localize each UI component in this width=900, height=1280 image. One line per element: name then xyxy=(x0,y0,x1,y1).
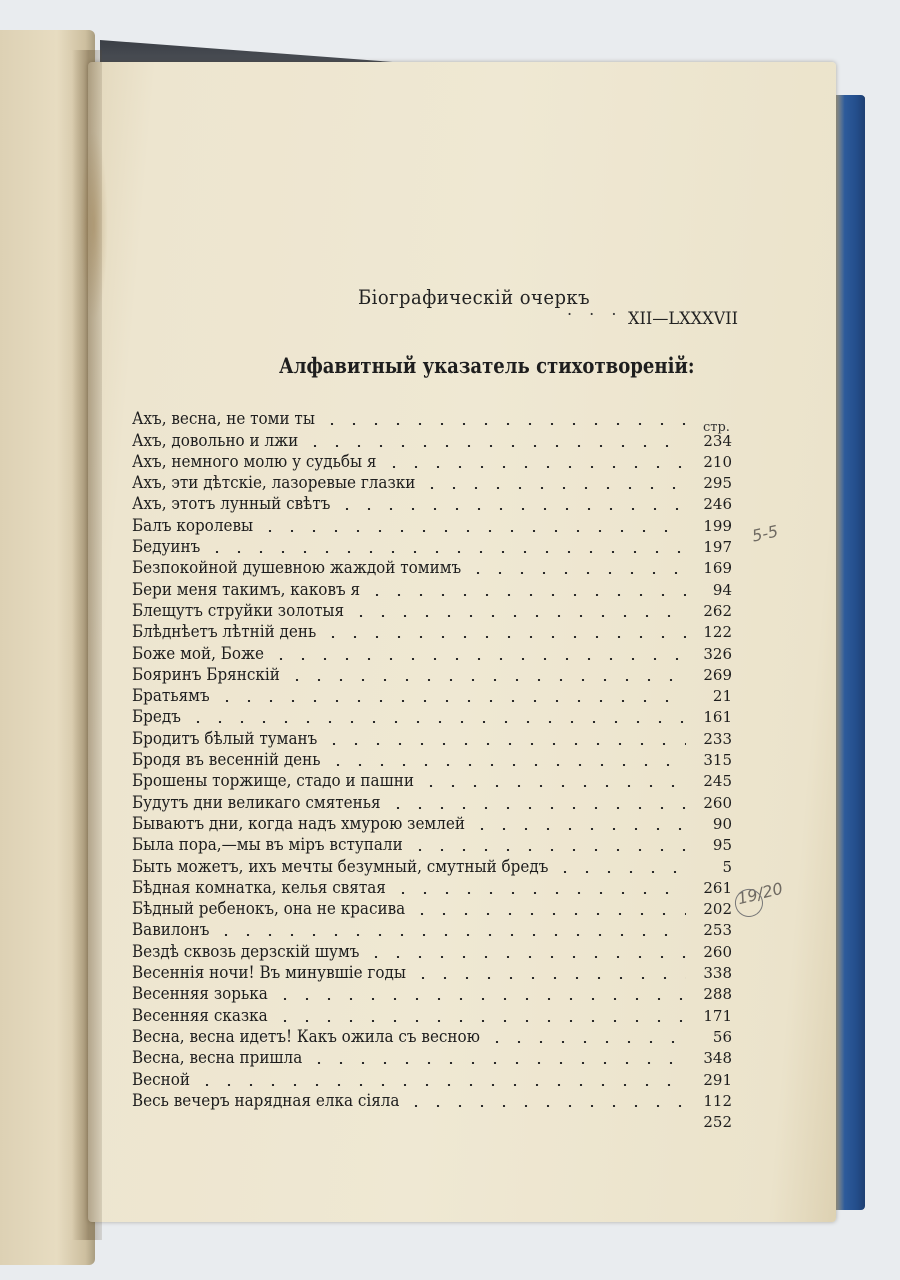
index-entry xyxy=(132,557,732,578)
index-entry xyxy=(132,962,732,983)
leader-dots xyxy=(366,594,686,596)
leader-dots xyxy=(274,998,686,1000)
entry-page-number: 253 xyxy=(703,921,732,940)
page-stain xyxy=(80,130,108,320)
leader-dots xyxy=(274,1020,686,1022)
entry-title: Весенняя зорька xyxy=(132,984,268,1004)
index-entry xyxy=(132,940,732,961)
entry-page-number: 210 xyxy=(703,452,732,471)
entry-title: Весной xyxy=(132,1069,191,1089)
leader-dots xyxy=(392,892,686,894)
entry-page-number: 260 xyxy=(703,942,732,961)
leader-dots xyxy=(486,1041,686,1043)
leader-dots xyxy=(467,572,686,574)
entry-title: Будутъ дни великаго смятенья xyxy=(132,792,381,812)
index-entry xyxy=(132,855,732,876)
leader-dots xyxy=(286,679,686,681)
index-entry xyxy=(132,621,732,642)
leader-dots xyxy=(336,508,686,510)
entry-title: Ахъ, немного молю у судьбы я xyxy=(132,451,377,471)
entry-title: Весна, весна идетъ! Какъ ожила съ весною xyxy=(132,1026,480,1046)
entry-title: Балъ королевы xyxy=(132,515,254,535)
entry-title: Вездѣ сквозь дерзскій шумъ xyxy=(132,941,360,961)
entry-page-number: 21 xyxy=(712,687,732,706)
leader-dots xyxy=(196,1084,686,1086)
index-entry xyxy=(132,472,732,493)
entry-page-number: 112 xyxy=(703,1091,732,1110)
entry-page-number: 90 xyxy=(712,814,732,833)
entry-title: Бери меня такимъ, каковъ я xyxy=(132,579,361,599)
leader-dots xyxy=(405,1105,686,1107)
entry-title: Брошены торжище, стадо и пашни xyxy=(132,771,414,791)
entry-page-number: 234 xyxy=(703,431,732,450)
entry-title: Бояринъ Брянскій xyxy=(132,664,280,684)
index-entry xyxy=(132,1090,732,1111)
entry-title: Вавилонъ xyxy=(132,920,210,940)
leader-dots xyxy=(304,445,686,447)
entry-page-number: 197 xyxy=(703,538,732,557)
bio-essay-pages: XII—LXXXVII xyxy=(628,309,739,329)
entry-page-number: 260 xyxy=(703,793,732,812)
leader-dots xyxy=(323,743,686,745)
poem-index-list xyxy=(132,408,732,1132)
index-entry xyxy=(132,514,732,535)
entry-title: Весна, весна пришла xyxy=(132,1048,303,1068)
leader-dots xyxy=(259,530,686,532)
bio-essay-title: Біографическій очеркъ xyxy=(358,285,591,309)
entry-title: Бедуинъ xyxy=(132,537,201,557)
entry-title: Бѣдная комнатка, келья святая xyxy=(132,877,386,897)
leader-dots xyxy=(308,1062,686,1064)
entry-title: Братьямъ xyxy=(132,686,210,706)
entry-title: Бѣдный ребенокъ, она не красива xyxy=(132,899,406,919)
leader-dots xyxy=(411,913,686,915)
entry-page-number: 169 xyxy=(703,559,732,578)
leader-dots xyxy=(412,977,686,979)
entry-page-number: 269 xyxy=(703,665,732,684)
bio-leader-dots: . . . xyxy=(567,300,623,319)
leader-dots xyxy=(321,423,686,425)
entry-title: Весеннія ночи! Въ минувшіе годы xyxy=(132,963,406,983)
leader-dots xyxy=(215,934,686,936)
entry-page-number: 199 xyxy=(703,516,732,535)
index-entry xyxy=(132,770,732,791)
leader-dots xyxy=(206,551,686,553)
index-entry xyxy=(132,791,732,812)
index-entry xyxy=(132,1026,732,1047)
entry-title: Весенняя сказка xyxy=(132,1005,268,1025)
entry-page-number: 161 xyxy=(703,708,732,727)
entry-title: Бродя въ весенній день xyxy=(132,750,321,770)
entry-title: Блещутъ струйки золотыя xyxy=(132,600,345,620)
entry-page-number: 252 xyxy=(703,1113,732,1132)
index-title: Алфавитный указатель стихотвореній: xyxy=(279,353,695,378)
entry-title: Блѣднѣетъ лѣтній день xyxy=(132,622,317,642)
entry-page-number: 262 xyxy=(703,601,732,620)
leader-dots xyxy=(420,785,686,787)
entry-title: Бродитъ бѣлый туманъ xyxy=(132,728,318,748)
entry-title: Быть можетъ, ихъ мечты безумный, смутный бредъ xyxy=(132,856,549,876)
leader-dots xyxy=(387,807,686,809)
entry-page-number: 95 xyxy=(712,836,732,855)
leader-dots xyxy=(554,871,686,873)
entry-page-number: 245 xyxy=(703,772,732,791)
index-entry xyxy=(132,706,732,727)
leader-dots xyxy=(322,636,686,638)
index-entry xyxy=(132,578,732,599)
leader-dots xyxy=(421,487,686,489)
entry-title: Ахъ, довольно и лжи xyxy=(132,430,299,450)
index-entry xyxy=(132,727,732,748)
entry-page-number: 202 xyxy=(703,900,732,919)
entry-page-number: 291 xyxy=(703,1070,732,1089)
index-entry xyxy=(132,749,732,770)
leader-dots xyxy=(350,615,686,617)
index-entry xyxy=(132,1004,732,1025)
leader-dots xyxy=(383,466,687,468)
entry-page-number: 348 xyxy=(703,1049,732,1068)
index-entry xyxy=(132,1111,732,1132)
index-entry xyxy=(132,919,732,940)
entry-page-number: 315 xyxy=(703,751,732,770)
entry-title: Ахъ, весна, не томи ты xyxy=(132,409,315,429)
index-entry xyxy=(132,685,732,706)
index-entry xyxy=(132,493,732,514)
leader-dots xyxy=(216,700,686,702)
index-entry xyxy=(132,429,732,450)
entry-page-number: 288 xyxy=(703,985,732,1004)
index-entry xyxy=(132,536,732,557)
entry-page-number: 261 xyxy=(703,878,732,897)
entry-page-number: 122 xyxy=(703,623,732,642)
index-entry xyxy=(132,1068,732,1089)
entry-title: Боже мой, Боже xyxy=(132,643,265,663)
index-entry xyxy=(132,983,732,1004)
entry-page-number: 56 xyxy=(712,1027,732,1046)
entry-title: Бредъ xyxy=(132,707,181,727)
index-entry xyxy=(132,451,732,472)
entry-title: Бываютъ дни, когда надъ хмурою землей xyxy=(132,813,465,833)
index-entry xyxy=(132,813,732,834)
leader-dots xyxy=(409,849,686,851)
entry-page-number: 326 xyxy=(703,644,732,663)
leader-dots xyxy=(471,828,686,830)
leader-dots xyxy=(187,721,686,723)
page-column-heading: стр. xyxy=(703,420,730,435)
entry-page-number: 338 xyxy=(703,964,732,983)
entry-page-number: 94 xyxy=(712,580,732,599)
entry-title: Весь вечеръ нарядная елка сіяла xyxy=(132,1090,400,1110)
leader-dots xyxy=(365,956,686,958)
entry-page-number: 233 xyxy=(703,729,732,748)
entry-title: Была пора,—мы въ міръ вступали xyxy=(132,835,403,855)
entry-page-number: 246 xyxy=(703,495,732,514)
entry-page-number: 5 xyxy=(722,857,732,876)
pencil-note-circled: 19/20 xyxy=(735,878,785,909)
index-entry xyxy=(132,408,732,429)
index-entry xyxy=(132,600,732,621)
index-entry xyxy=(132,1047,732,1068)
index-entry xyxy=(132,877,732,898)
entry-title: Безпокойной душевною жаждой томимъ xyxy=(132,558,462,578)
pencil-note: 5-5 xyxy=(750,521,780,546)
entry-page-number: 295 xyxy=(703,474,732,493)
index-entry xyxy=(132,664,732,685)
index-entry xyxy=(132,834,732,855)
index-entry xyxy=(132,898,732,919)
index-entry xyxy=(132,642,732,663)
entry-page-number: 171 xyxy=(703,1006,732,1025)
entry-title: Ахъ, эти дѣтскіе, лазоревые глазки xyxy=(132,473,416,493)
leader-dots xyxy=(270,658,686,660)
entry-title: Ахъ, этотъ лунный свѣтъ xyxy=(132,494,331,514)
leader-dots xyxy=(327,764,686,766)
